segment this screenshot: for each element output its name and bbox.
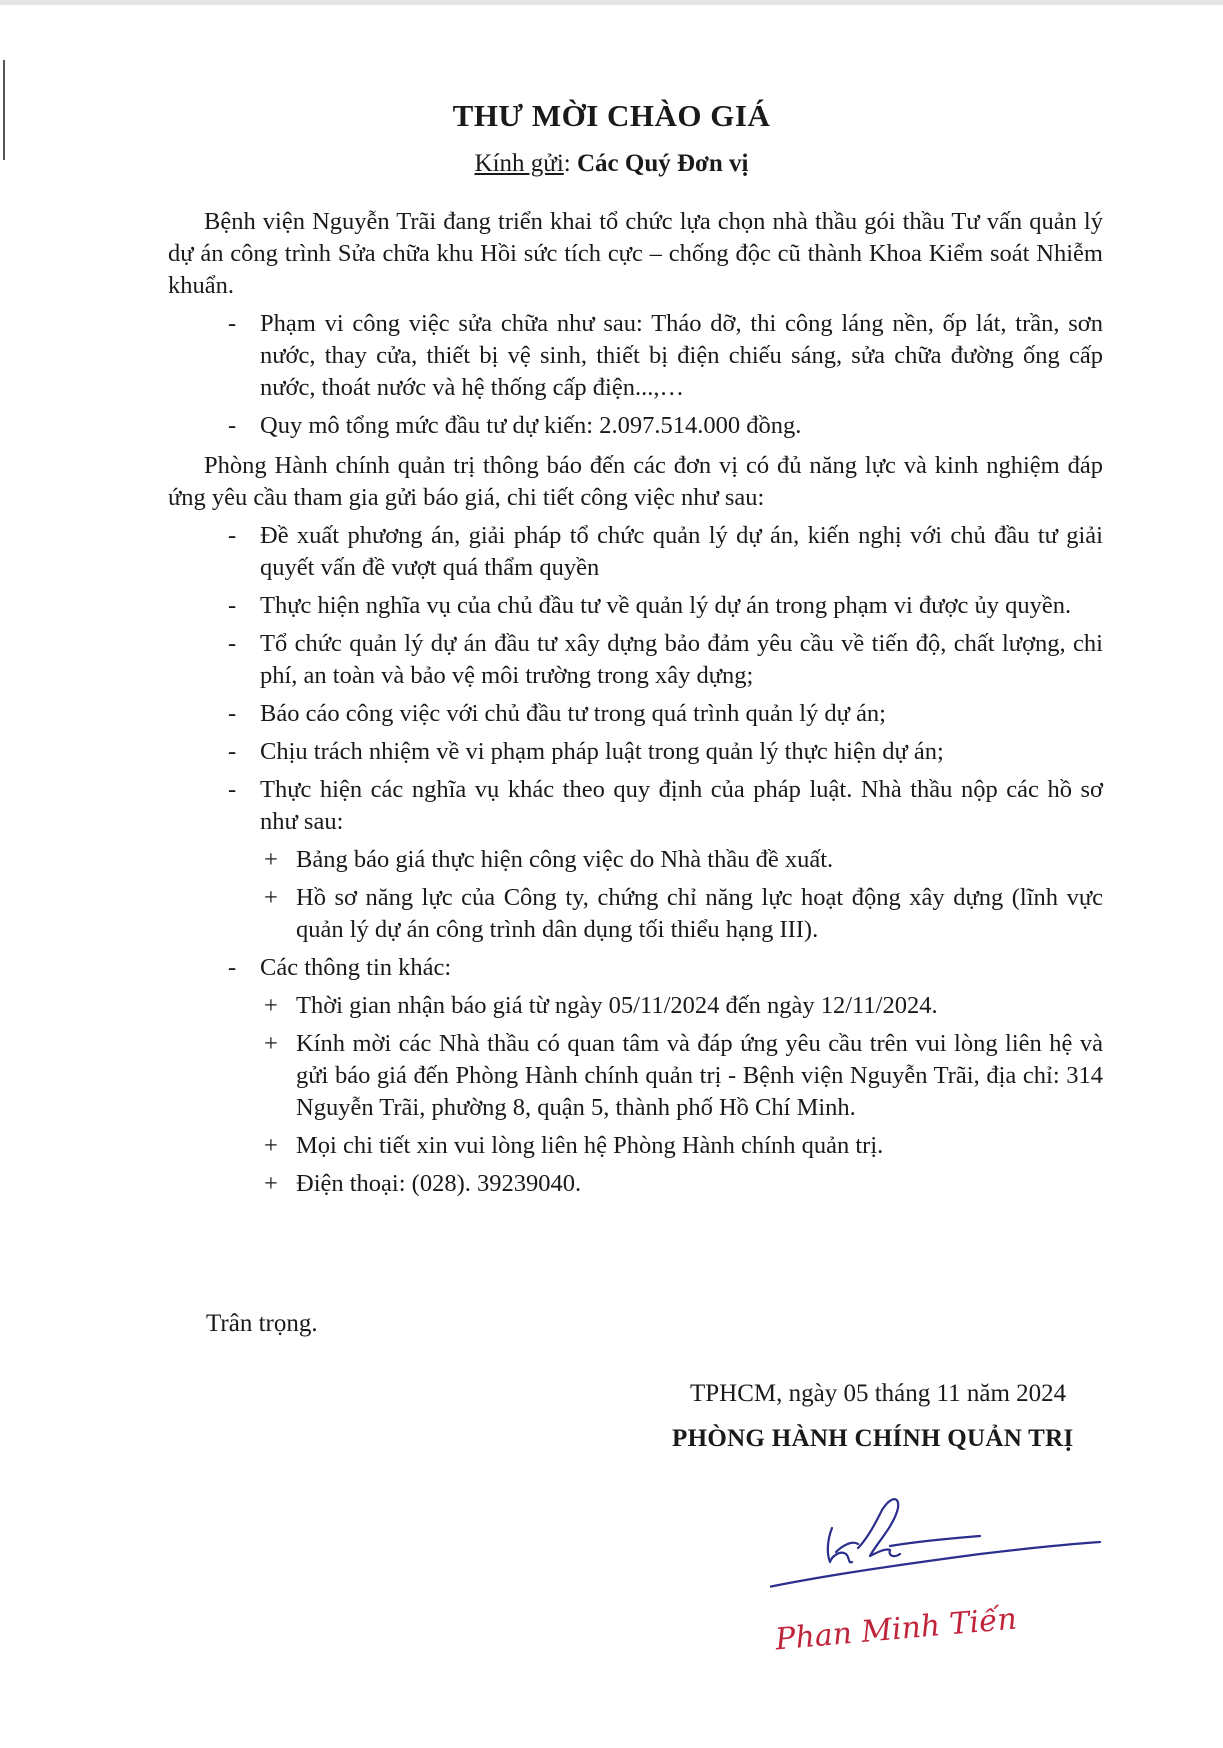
plus-marker: +	[264, 1030, 278, 1057]
department-name: PHÒNG HÀNH CHÍNH QUẢN TRỊ	[672, 1425, 1074, 1452]
task-text: Thực hiện các nghĩa vụ khác theo quy định của pháp luật. Nhà thầu nộp các hồ sơ như sau:	[260, 776, 1103, 835]
scope-text: Phạm vi công việc sửa chữa như sau: Tháo dỡ, thi công láng nền, ốp lát, trần, sơn nước, thay cửa, thiết bị vệ sinh, thiết bị điện chiếu sáng, sửa chữa đường ống cấp nước, thoát nước và hệ thống cấp điện...,…	[260, 310, 1103, 401]
plus-marker: +	[264, 884, 278, 911]
dash-marker: -	[228, 310, 237, 337]
task-item	[168, 736, 1103, 768]
task-text: Tổ chức quản lý dự án đầu tư xây dựng bảo đảm yêu cầu về tiến độ, chất lượng, chi phí, an toàn và bảo vệ môi trường trong xây dựng;	[260, 630, 1103, 689]
dash-marker: -	[228, 954, 237, 981]
closing-text: Trân trọng.	[206, 1310, 318, 1337]
other-info-item	[168, 1028, 1103, 1124]
document-text: Bảng báo giá thực hiện công việc do Nhà thầu đề xuất.	[296, 846, 834, 873]
task-item	[168, 774, 1103, 838]
plus-marker: +	[264, 992, 278, 1019]
task-text: Thực hiện nghĩa vụ của chủ đầu tư về quản lý dự án trong phạm vi được ủy quyền.	[260, 592, 1072, 619]
scope-text: Quy mô tổng mức đầu tư dự kiến: 2.097.514.000 đồng.	[260, 412, 802, 439]
signer-name: Phan Minh Tiến	[773, 1601, 1019, 1658]
other-info-text: Điện thoại: (028). 39239040.	[296, 1170, 582, 1197]
dash-marker: -	[228, 630, 237, 657]
dash-marker: -	[228, 412, 237, 439]
scope-item	[168, 410, 1103, 442]
dash-marker: -	[228, 700, 237, 727]
other-heading: Các thông tin khác:	[260, 954, 452, 981]
document-item	[168, 844, 1103, 876]
task-item	[168, 590, 1103, 622]
task-text: Báo cáo công việc với chủ đầu tư trong quá trình quản lý dự án;	[260, 700, 886, 727]
other-info-item	[168, 1168, 1103, 1200]
document-text: Hồ sơ năng lực của Công ty, chứng chỉ năng lực hoạt động xây dựng (lĩnh vực quản lý dự án công trình dân dụng tối thiểu hạng III).	[296, 884, 1103, 943]
plus-marker: +	[264, 1170, 278, 1197]
other-info-text: Kính mời các Nhà thầu có quan tâm và đáp ứng yêu cầu trên vui lòng liên hệ và gửi báo giá đến Phòng Hành chính quản trị - Bệnh viện Nguyễn Trãi, địa chỉ: 314 Nguyễn Trãi, phường 8, quận 5, thành phố Hồ Chí Minh.	[296, 1030, 1103, 1121]
salutation-recipient: Các Quý Đơn vị	[576, 150, 749, 177]
notice-paragraph: Phòng Hành chính quản trị thông báo đến các đơn vị có đủ năng lực và kinh nghiệm đáp ứng yêu cầu tham gia gửi báo giá, chi tiết công việc như sau:	[168, 452, 1103, 511]
task-item	[168, 698, 1103, 730]
document-title: THƯ MỜI CHÀO GIÁ	[452, 98, 771, 133]
handwritten-signature-icon	[770, 1470, 1110, 1600]
dash-marker: -	[228, 522, 237, 549]
other-info-item	[168, 990, 1103, 1022]
intro-paragraph: Bệnh viện Nguyễn Trãi đang triển khai tổ chức lựa chọn nhà thầu gói thầu Tư vấn quản lý dự án công trình Sửa chữa khu Hồi sức tích cực – chống độc cũ thành Khoa Kiểm soát Nhiễm khuẩn.	[168, 208, 1103, 299]
task-item	[168, 628, 1103, 692]
other-heading-item	[168, 952, 1103, 984]
other-info-text: Mọi chi tiết xin vui lòng liên hệ Phòng Hành chính quản trị.	[296, 1132, 884, 1159]
plus-marker: +	[264, 846, 278, 873]
other-info-text: Thời gian nhận báo giá từ ngày 05/11/2024 đến ngày 12/11/2024.	[296, 992, 938, 1019]
other-info-item	[168, 1130, 1103, 1162]
date-line: TPHCM, ngày 05 tháng 11 năm 2024	[690, 1380, 1067, 1407]
dash-marker: -	[228, 776, 237, 803]
scan-edge	[0, 0, 1223, 5]
dash-marker: -	[228, 738, 237, 765]
document-item	[168, 882, 1103, 946]
salutation-label: Kính gửi	[474, 150, 564, 177]
plus-marker: +	[264, 1132, 278, 1159]
task-text: Chịu trách nhiệm về vi phạm pháp luật trong quản lý thực hiện dự án;	[260, 738, 944, 765]
salutation	[0, 150, 1223, 178]
task-text: Đề xuất phương án, giải pháp tổ chức quản lý dự án, kiến nghị với chủ đầu tư giải quyết vấn đề vượt quá thẩm quyền	[260, 522, 1103, 581]
task-item	[168, 520, 1103, 584]
dash-marker: -	[228, 592, 237, 619]
scope-item	[168, 308, 1103, 404]
salutation-colon: :	[563, 150, 577, 177]
letter-body	[168, 206, 1103, 1200]
